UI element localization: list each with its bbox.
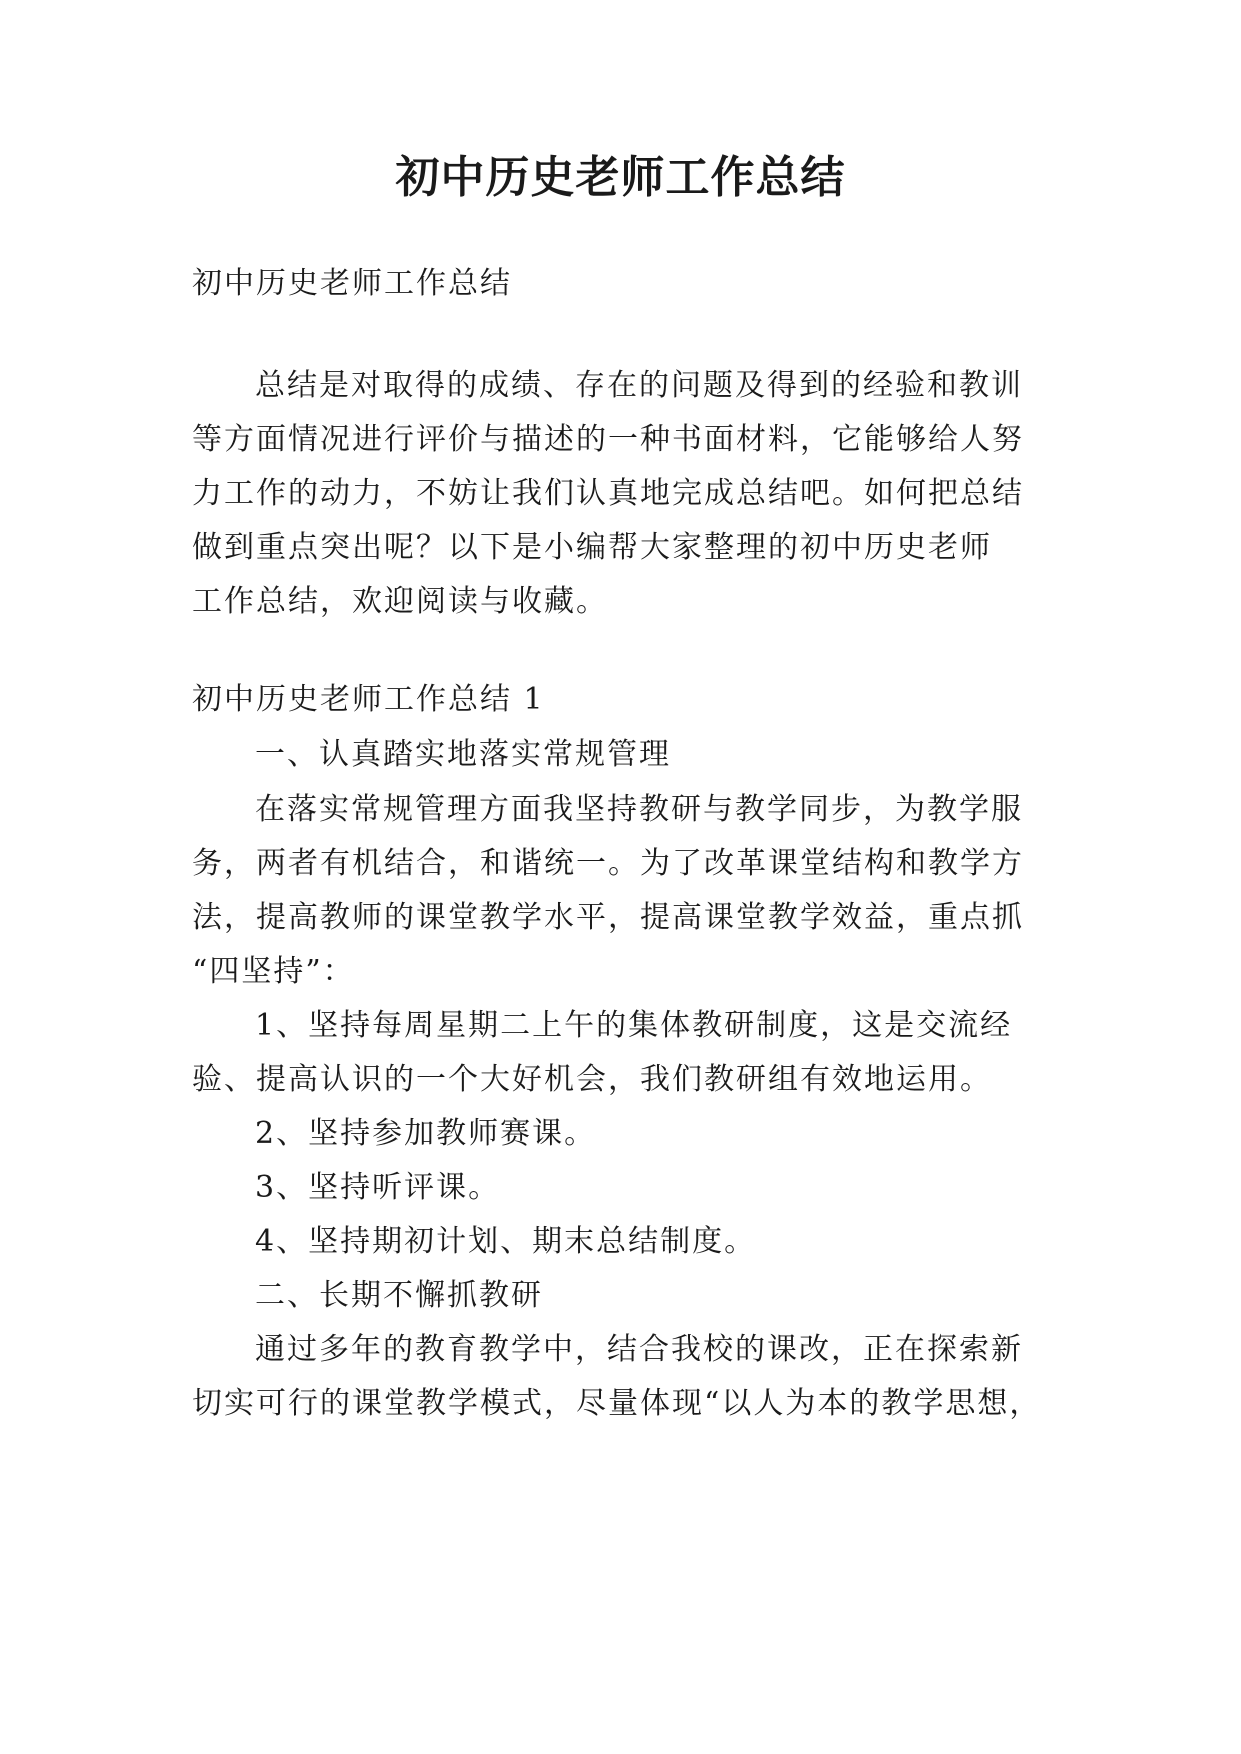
section1-title: 初中历史老师工作总结 1 [192,682,545,717]
item1-line-2: 验、提高认识的一个大好机会，我们教研组有效地运用。 [192,1062,992,1097]
para2-line-1: 通过多年的教育教学中，结合我校的课改，正在探索新 [255,1332,1023,1367]
heading-2: 二、长期不懈抓教研 [255,1278,543,1313]
intro-line-2: 等方面情况进行评价与描述的一种书面材料，它能够给人努 [192,422,1024,457]
para1-line-2: 务，两者有机结合，和谐统一。为了改革课堂结构和教学方 [192,846,1024,881]
heading-1: 一、认真踏实地落实常规管理 [255,737,671,772]
intro-line-3: 力工作的动力，不妨让我们认真地完成总结吧。如何把总结 [192,476,1024,511]
document-title: 初中历史老师工作总结 [395,152,846,203]
intro-line-4: 做到重点突出呢？以下是小编帮大家整理的初中历史老师 [192,530,992,565]
intro-line-5: 工作总结，欢迎阅读与收藏。 [192,584,608,619]
para1-line-3: 法，提高教师的课堂教学水平，提高课堂教学效益，重点抓 [192,900,1024,935]
item-4: 4、坚持期初计划、期末总结制度。 [255,1224,757,1259]
document-subtitle: 初中历史老师工作总结 [192,266,512,301]
item1-line-1: 1、坚持每周星期二上午的集体教研制度，这是交流经 [255,1008,1013,1043]
para1-line-1: 在落实常规管理方面我坚持教研与教学同步，为教学服 [255,792,1023,827]
para1-line-4: “四坚持”： [192,954,355,989]
item-3: 3、坚持听评课。 [255,1170,501,1205]
intro-line-1: 总结是对取得的成绩、存在的问题及得到的经验和教训 [255,368,1023,403]
para2-line-2: 切实可行的课堂教学模式，尽量体现“以人为本的教学思想， [192,1386,1042,1421]
item-2: 2、坚持参加教师赛课。 [255,1116,597,1151]
